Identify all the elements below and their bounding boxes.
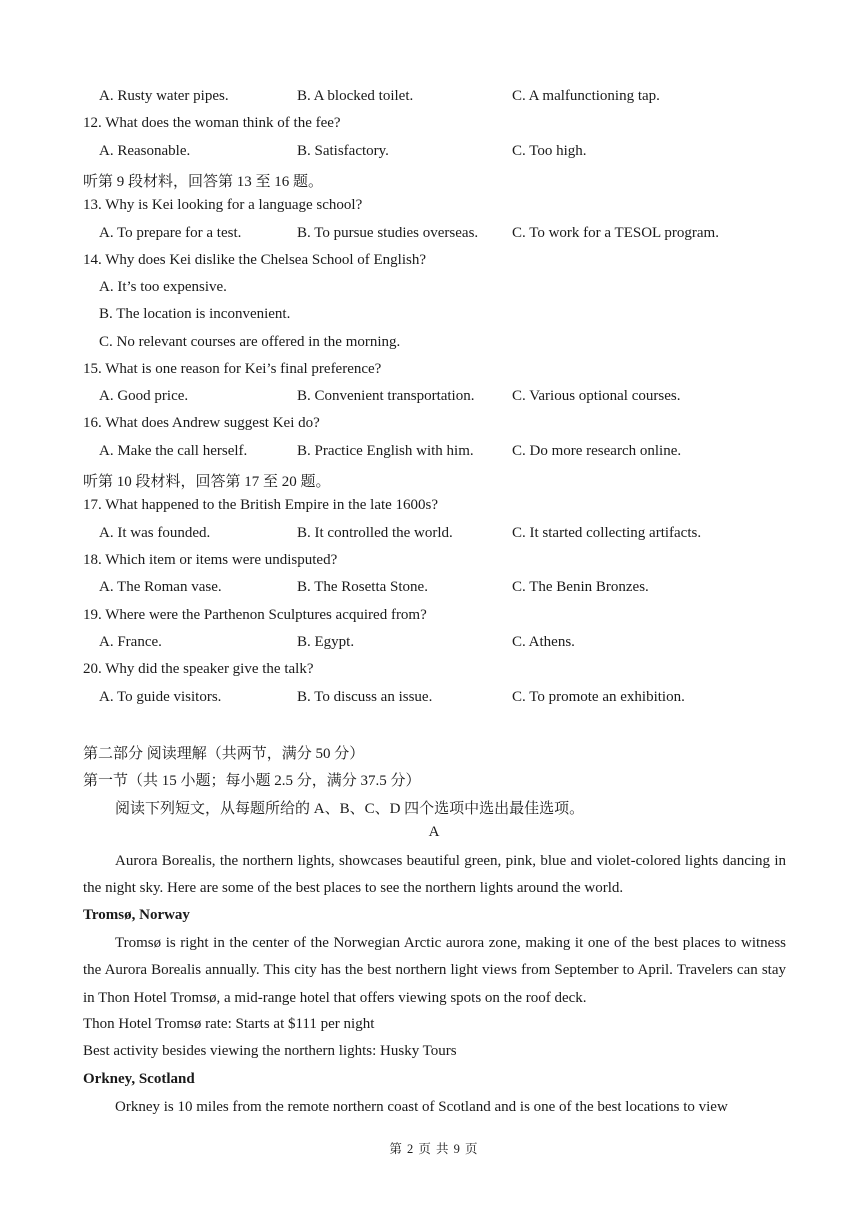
- q12-option-c: C. Too high.: [512, 143, 587, 159]
- q15-option-a: A. Good price.: [99, 388, 189, 404]
- passage-label: A: [428, 824, 440, 840]
- tromso-rate: Thon Hotel Tromsø rate: Starts at $111 per night: [83, 1016, 375, 1032]
- reading-instruction: 阅读下列短文，从每题所给的 A、B、C、D 四个选项中选出最佳选项。: [115, 801, 585, 817]
- q18-option-a: A. The Roman vase.: [99, 579, 222, 595]
- q20-option-b: B. To discuss an issue.: [297, 689, 433, 705]
- q15-option-b: B. Convenient transportation.: [297, 388, 475, 404]
- q20-option-a: A. To guide visitors.: [99, 689, 222, 705]
- q18-option-c: C. The Benin Bronzes.: [512, 579, 649, 595]
- q13-stem: 13. Why is Kei looking for a language school?: [83, 197, 363, 213]
- q18-option-b: B. The Rosetta Stone.: [297, 579, 428, 595]
- q19-option-b: B. Egypt.: [297, 634, 355, 650]
- page-footer: 第 2 页 共 9 页: [389, 1142, 479, 1156]
- tromso-text: Tromsø is right in the center of the Norwegian Arctic aurora zone, making it one of the best places to witness the Aurora Borealis annually. This city has the best northern light views from September to April. Travelers can stay in Thon Hotel Tromsø, a mid-range hotel that offers viewing spots on the roof deck.: [83, 935, 786, 1006]
- q17-stem: 17. What happened to the British Empire in the late 1600s?: [83, 497, 439, 513]
- q18-stem: 18. Which item or items were undisputed?: [83, 552, 338, 568]
- section1-title: 第一节（共 15 小题；每小题 2.5 分，满分 37.5 分）: [83, 773, 421, 789]
- section9-instruction: 听第 9 段材料，回答第 13 至 16 题。: [83, 174, 324, 190]
- q16-option-a: A. Make the call herself.: [99, 443, 248, 459]
- q13-option-a: A. To prepare for a test.: [99, 225, 242, 241]
- q14-option-b: B. The location is inconvenient.: [99, 306, 291, 322]
- q11-option-b: B. A blocked toilet.: [297, 88, 414, 104]
- q19-option-a: A. France.: [99, 634, 162, 650]
- q17-option-c: C. It started collecting artifacts.: [512, 525, 702, 541]
- q12-option-a: A. Reasonable.: [99, 143, 191, 159]
- tromso-heading: Tromsø, Norway: [83, 907, 190, 923]
- q16-stem: 16. What does Andrew suggest Kei do?: [83, 415, 320, 431]
- q20-stem: 20. Why did the speaker give the talk?: [83, 661, 314, 677]
- part2-title: 第二部分 阅读理解（共两节，满分 50 分）: [83, 746, 365, 762]
- section10-instruction: 听第 10 段材料，回答第 17 至 20 题。: [83, 474, 331, 490]
- q17-option-a: A. It was founded.: [99, 525, 211, 541]
- q11-option-c: C. A malfunctioning tap.: [512, 88, 660, 104]
- orkney-text: Orkney is 10 miles from the remote northern coast of Scotland and is one of the best locations to view: [115, 1099, 728, 1115]
- q14-stem: 14. Why does Kei dislike the Chelsea School of English?: [83, 252, 427, 268]
- q16-option-c: C. Do more research online.: [512, 443, 682, 459]
- q19-option-c: C. Athens.: [512, 634, 575, 650]
- q12-stem: 12. What does the woman think of the fee?: [83, 115, 341, 131]
- q17-option-b: B. It controlled the world.: [297, 525, 453, 541]
- passage-intro: Aurora Borealis, the northern lights, showcases beautiful green, pink, blue and violet-colored lights dancing in the night sky. Here are some of the best places to see the northern lights around the world.: [83, 853, 786, 897]
- q19-stem: 19. Where were the Parthenon Sculptures acquired from?: [83, 607, 427, 623]
- q13-option-b: B. To pursue studies overseas.: [297, 225, 479, 241]
- orkney-heading: Orkney, Scotland: [83, 1071, 195, 1087]
- q15-stem: 15. What is one reason for Kei’s final preference?: [83, 361, 382, 377]
- tromso-activity: Best activity besides viewing the northern lights: Husky Tours: [83, 1043, 457, 1059]
- q14-option-c: C. No relevant courses are offered in the morning.: [99, 334, 401, 350]
- q16-option-b: B. Practice English with him.: [297, 443, 474, 459]
- q14-option-a: A. It’s too expensive.: [99, 279, 227, 295]
- q15-option-c: C. Various optional courses.: [512, 388, 681, 404]
- q13-option-c: C. To work for a TESOL program.: [512, 225, 719, 241]
- q20-option-c: C. To promote an exhibition.: [512, 689, 685, 705]
- q11-option-a: A. Rusty water pipes.: [99, 88, 229, 104]
- q12-option-b: B. Satisfactory.: [297, 143, 389, 159]
